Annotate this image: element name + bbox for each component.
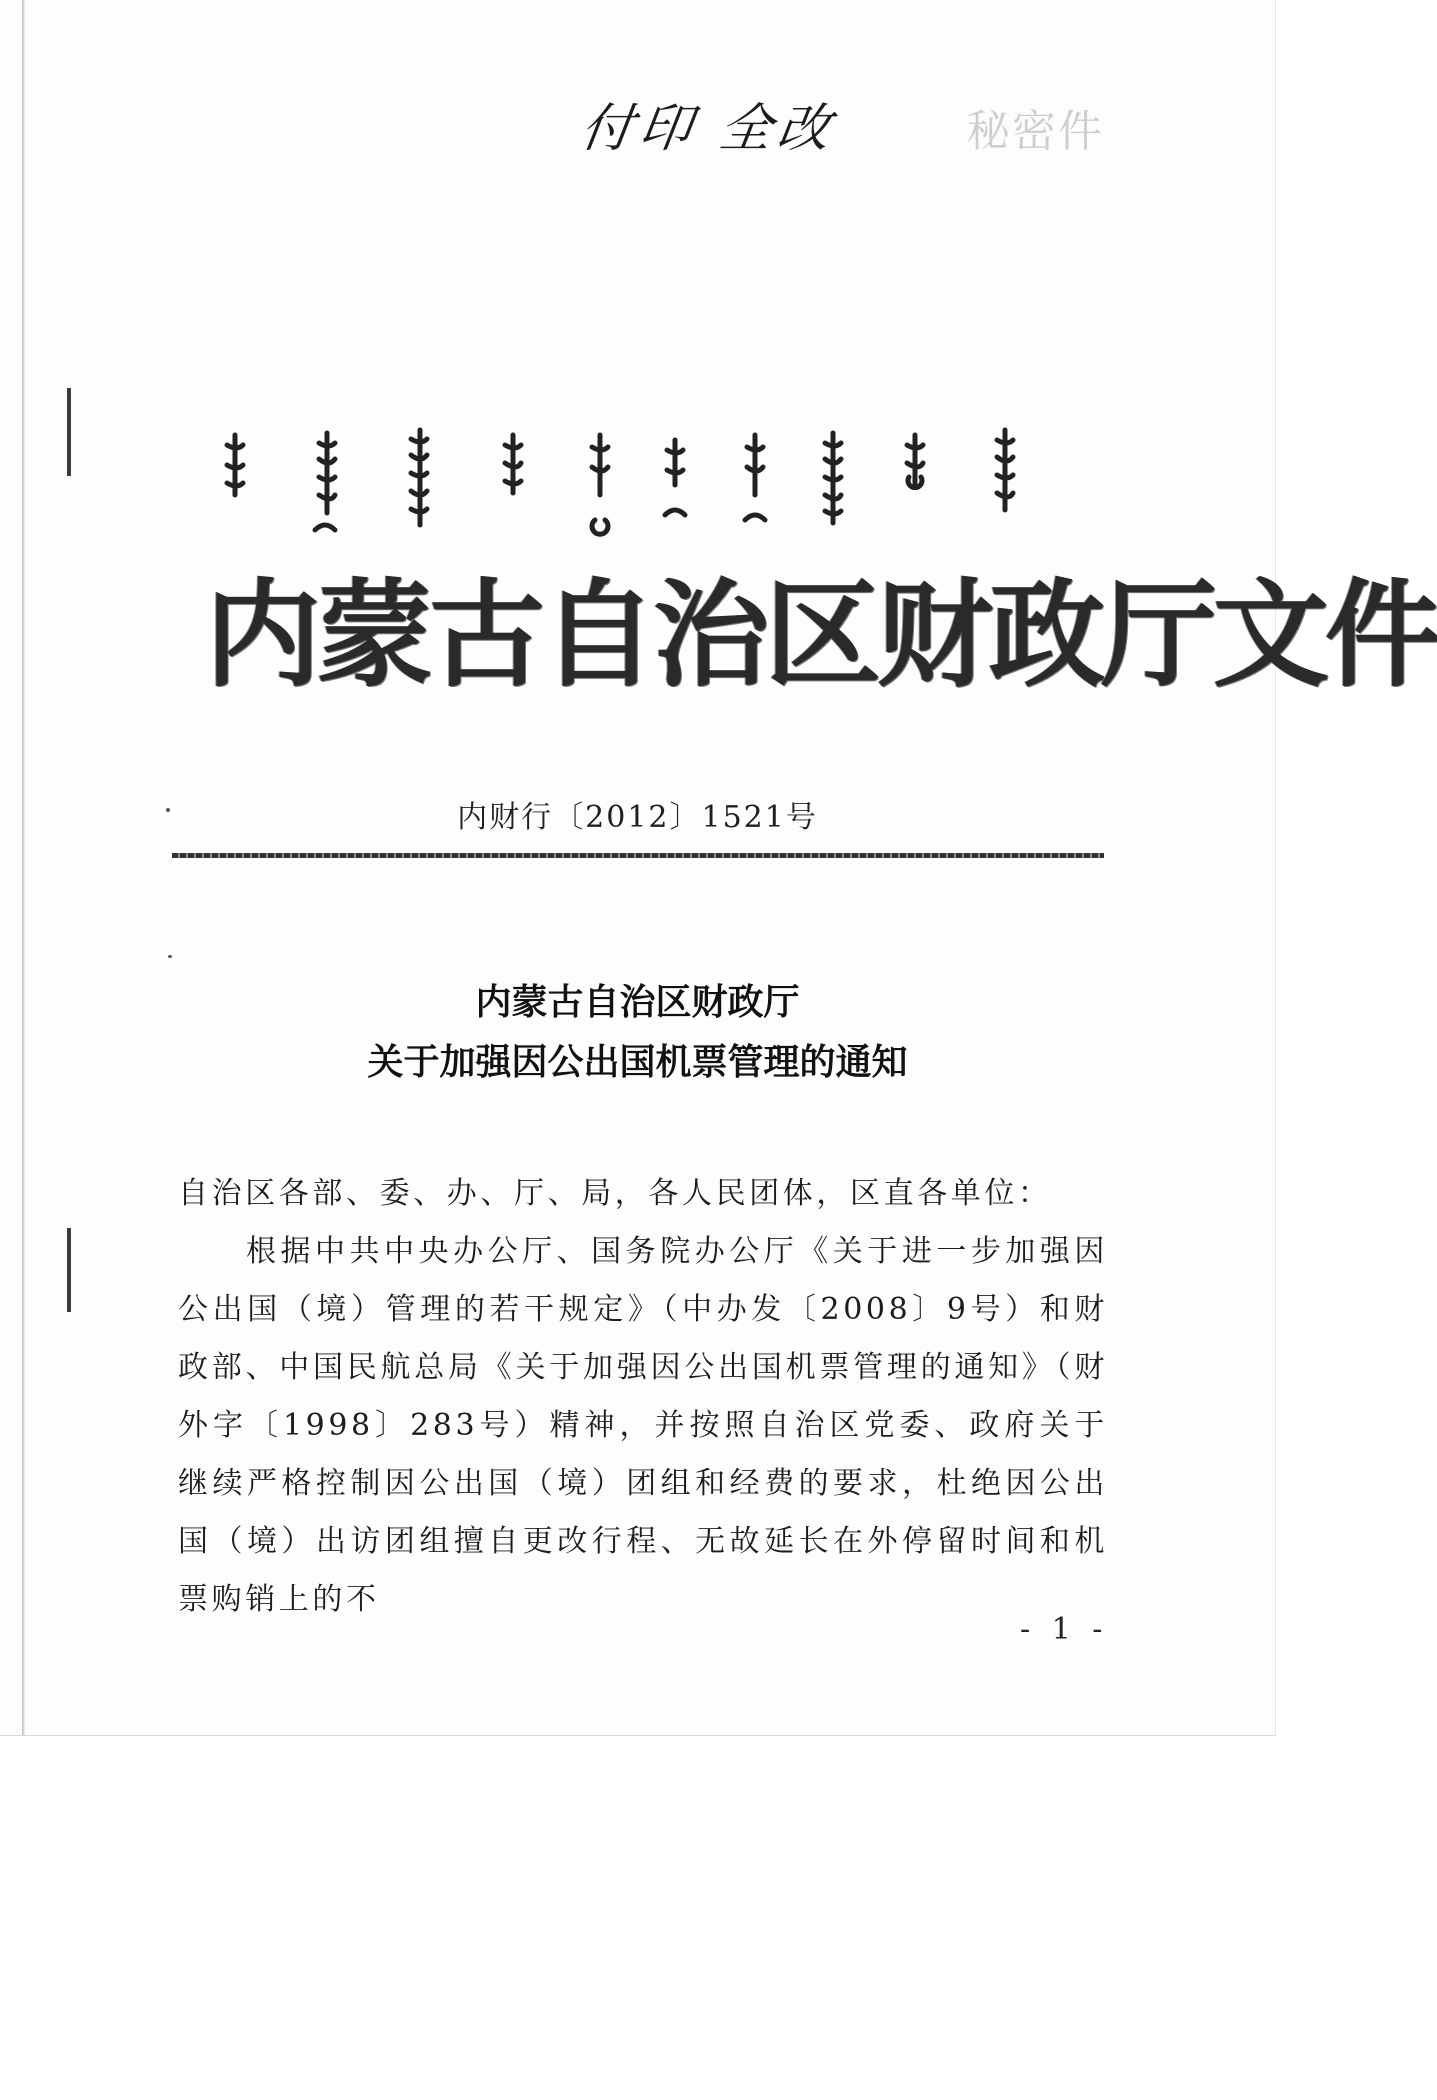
mongolian-script-graphic xyxy=(215,425,1075,550)
faint-stamp: 秘密件 xyxy=(966,106,1104,157)
binding-mark-top xyxy=(67,388,71,476)
document-masthead: 内蒙古自治区财政厅文件 xyxy=(205,567,1437,703)
body-paragraph: 根据中共中央办公厅、国务院办公厅《关于进一步加强因公出国（境）管理的若干规定》（中办发〔2008〕9号）和财政部、中国民航总局《关于加强因公出国机票管理的通知》（财外字〔1998〕283号）精神，并按照自治区党委、政府关于继续严格控制因公出国（境）团组和经费的要求，杜绝因公出国（境）出访团组擅自更改行程、无故延长在外停留时间和机票购销上的不 xyxy=(178,1234,1108,1617)
page-edge-shadow xyxy=(22,0,25,1735)
document-number: 内财行〔2012〕1521号 xyxy=(457,800,818,835)
notice-body xyxy=(178,1165,1108,1629)
handwritten-annotation: 付印 全改 xyxy=(577,99,840,159)
binding-mark-bottom xyxy=(67,1228,71,1312)
notice-title xyxy=(0,972,1275,1092)
masthead-divider xyxy=(172,853,1104,858)
scan-speck xyxy=(168,955,172,958)
mongolian-script-header xyxy=(215,425,1075,550)
notice-title-line1: 内蒙古自治区财政厅 xyxy=(475,981,800,1023)
page-number: - 1 - xyxy=(1020,1612,1109,1647)
notice-title-line2: 关于加强因公出国机票管理的通知 xyxy=(367,1041,908,1083)
salutation: 自治区各部、委、办、厅、局，各人民团体，区直各单位： xyxy=(178,1176,1052,1211)
